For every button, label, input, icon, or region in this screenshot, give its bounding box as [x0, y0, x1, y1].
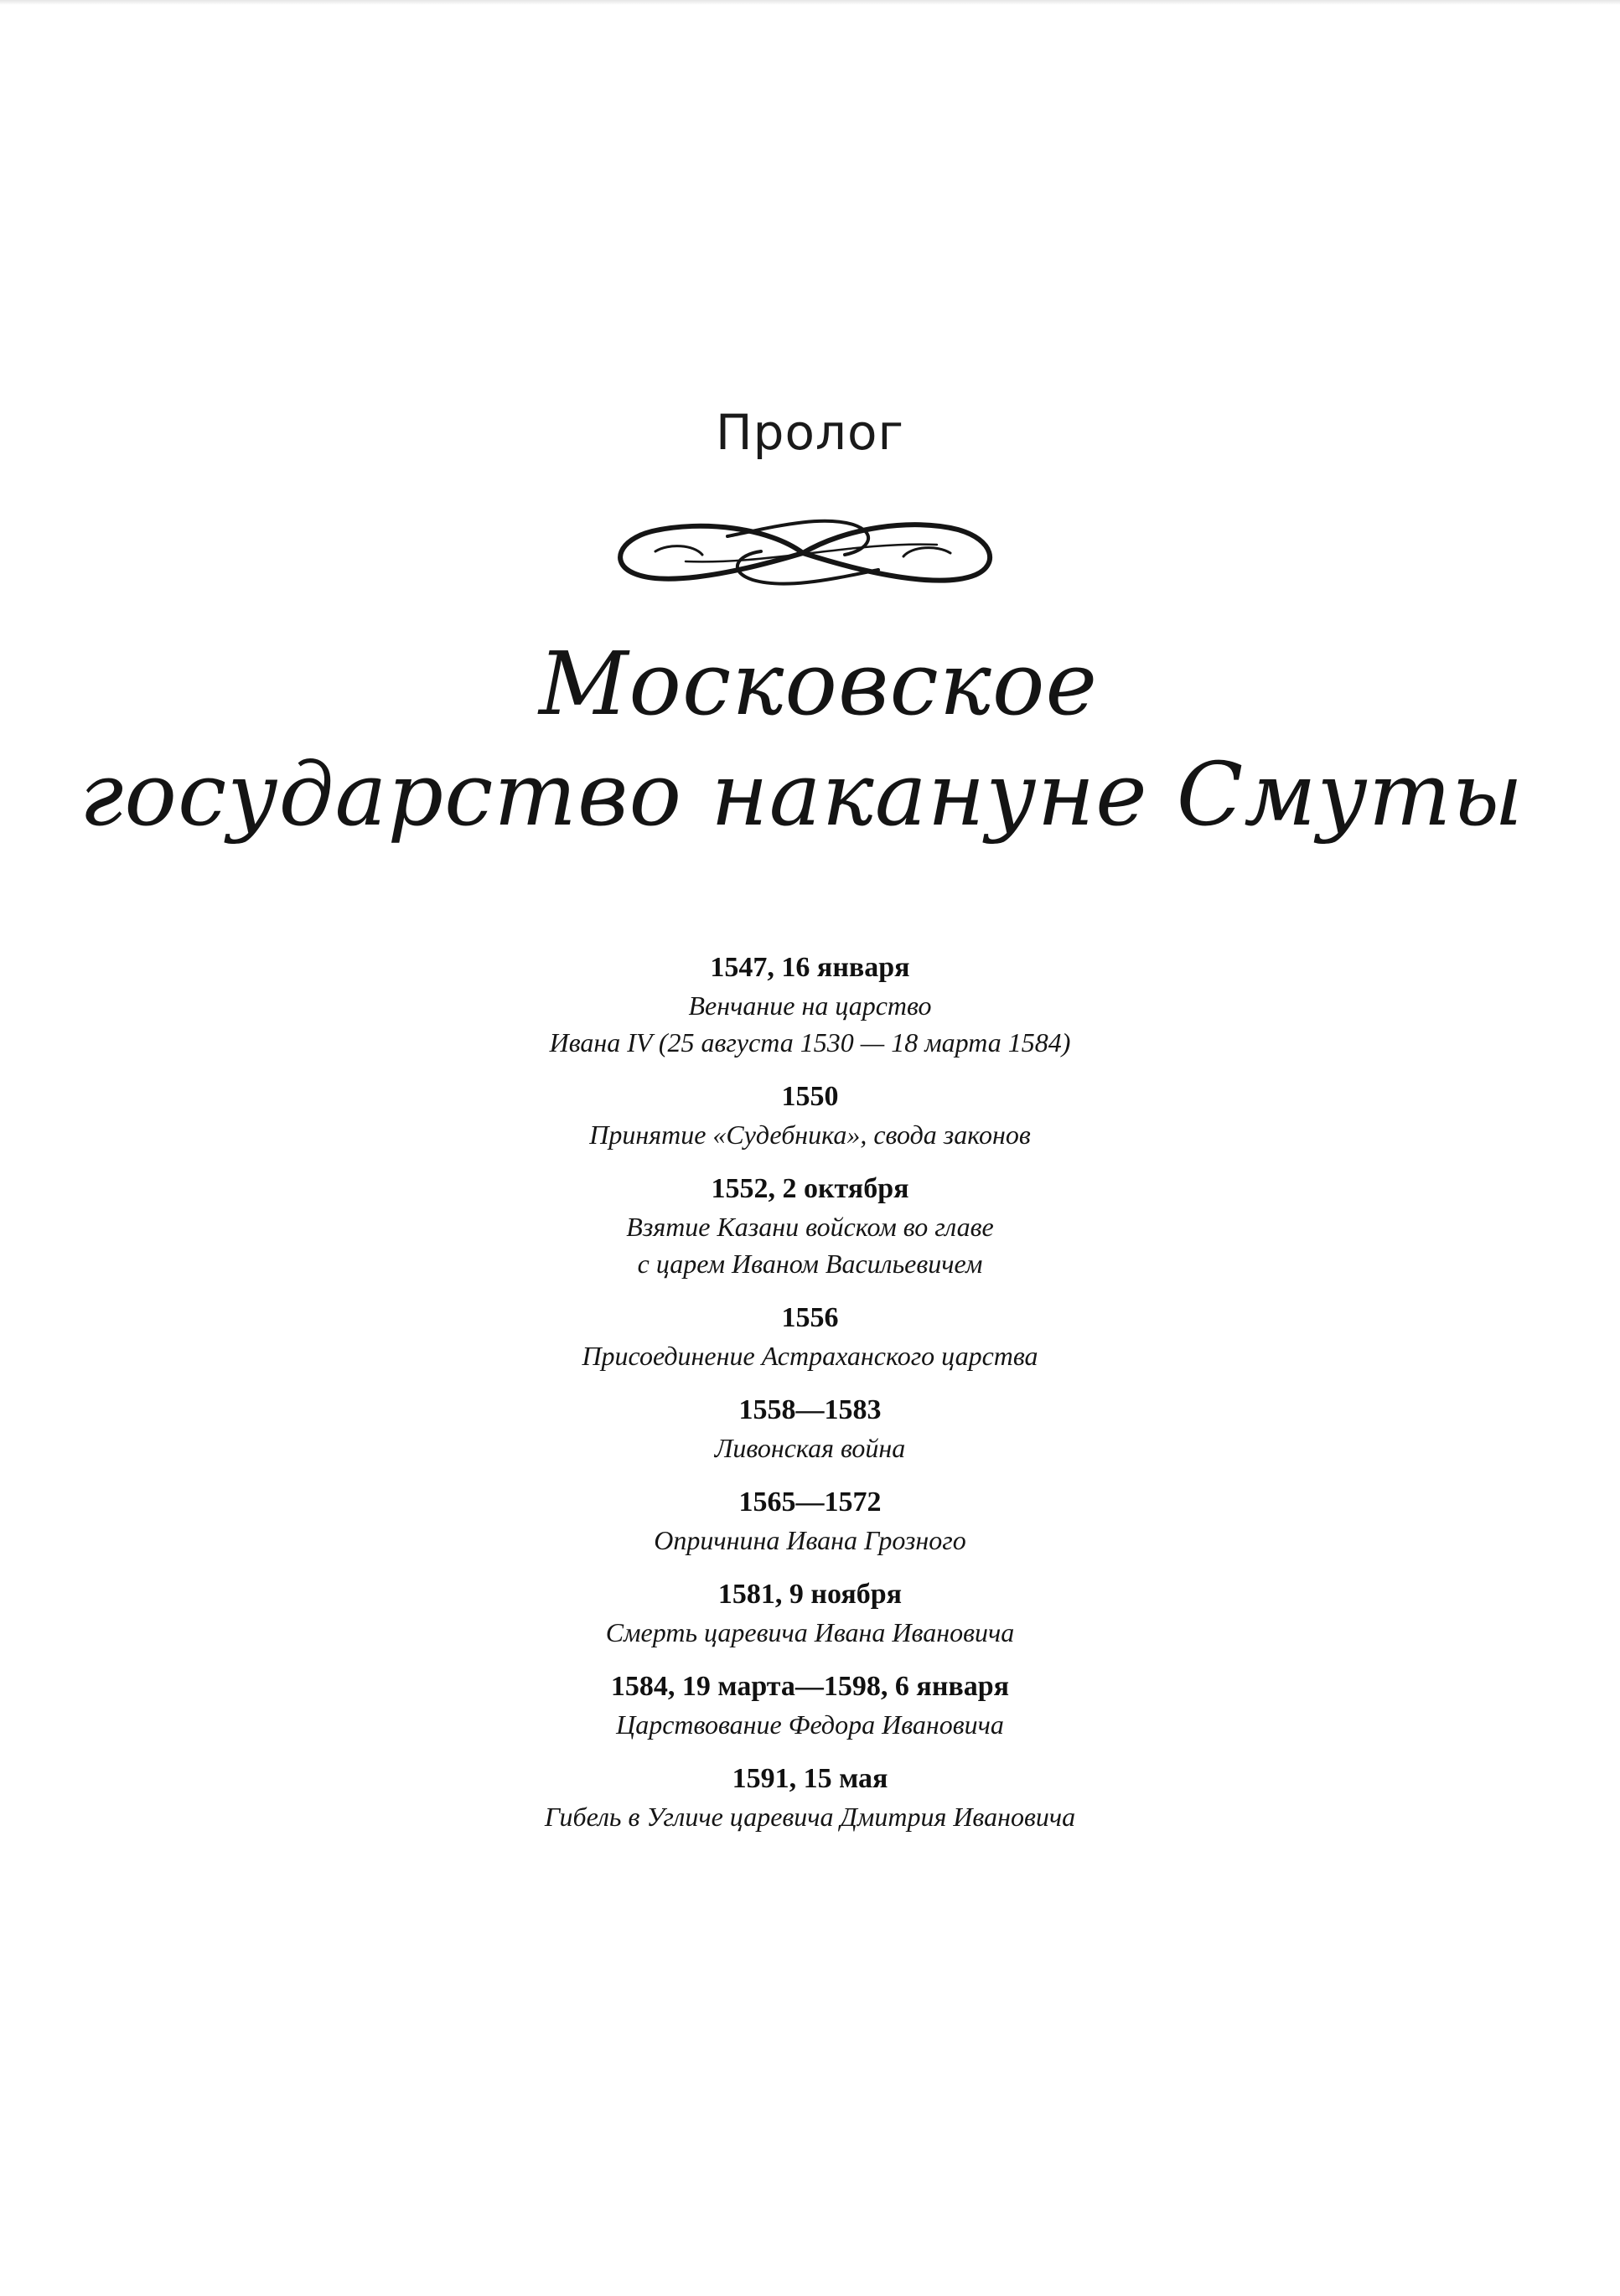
entry-description: Венчание на царство: [688, 990, 932, 1021]
entry-description: Ивана IV (25 августа 1530 — 18 марта 1584): [549, 1027, 1071, 1058]
entry-date: 1547, 16 января: [710, 952, 910, 983]
entry-date: 1550: [781, 1081, 839, 1112]
chronology-entry: [0, 1170, 1620, 1282]
chronology-entry: [0, 1391, 1620, 1466]
page-top-edge: [0, 0, 1620, 5]
chronology-entry: [0, 1483, 1620, 1559]
entry-description: Смерть царевича Ивана Ивановича: [605, 1617, 1015, 1647]
entry-description: с царем Иваном Васильевичем: [637, 1249, 983, 1279]
entry-date: 1591, 15 мая: [732, 1763, 888, 1794]
chronology-entry: [0, 1760, 1620, 1835]
entry-description: Присоединение Астраханского царства: [582, 1341, 1038, 1371]
chapter-title: [0, 628, 1620, 850]
entry-description: Царствование Федора Ивановича: [616, 1709, 1004, 1740]
entry-description: Опричнина Ивана Грозного: [654, 1525, 966, 1555]
chapter-title-line-2: государство накануне Смуты: [79, 743, 1524, 845]
flourish-ornament-icon: [602, 503, 1004, 602]
chronology-entry: [0, 949, 1620, 1061]
entry-date: 1584, 19 марта—1598, 6 января: [610, 1671, 1010, 1702]
chronology-entry: [0, 1078, 1620, 1153]
chronology-entry: [0, 1575, 1620, 1651]
entry-date: 1581, 9 ноября: [717, 1579, 903, 1610]
entry-description: Взятие Казани войском во главе: [626, 1212, 994, 1242]
chronology-list: [0, 949, 1620, 1852]
entry-date: 1558—1583: [738, 1394, 882, 1425]
entry-date: 1552, 2 октября: [711, 1173, 909, 1204]
chronology-entry: [0, 1668, 1620, 1743]
entry-description: Принятие «Судебника», свода законов: [589, 1120, 1031, 1150]
chapter-title-line-1: Московское: [538, 633, 1099, 735]
entry-description: Гибель в Угличе царевича Дмитрия Ивановича: [544, 1802, 1076, 1832]
entry-description: Ливонская война: [714, 1433, 906, 1463]
entry-date: 1556: [781, 1302, 839, 1333]
entry-date: 1565—1572: [738, 1487, 882, 1518]
part-label: Пролог: [716, 404, 904, 461]
chronology-entry: [0, 1299, 1620, 1374]
